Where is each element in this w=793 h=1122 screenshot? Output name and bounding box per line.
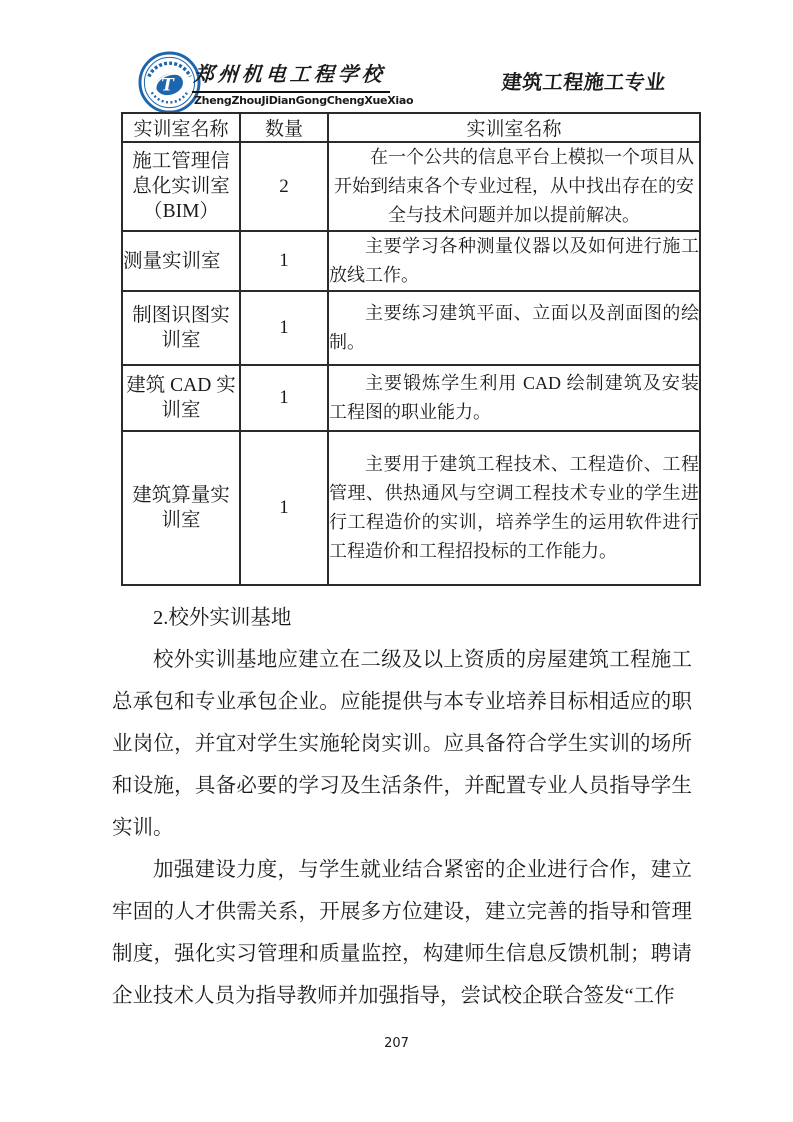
svg-text:T: T [161,74,174,95]
school-name-block [193,58,414,107]
room-qty-cell: 2 [240,142,328,231]
room-name-cell: 建筑 CAD 实训室 [122,365,240,431]
table-row [122,365,700,431]
page-header [0,0,793,115]
page-number: 207 [384,1036,409,1051]
column-header-description: 实训室名称 [328,113,700,142]
room-name-cell: 施工管理信息化实训室（BIM） [122,142,240,231]
program-title: 建筑工程施工专业 [500,72,667,94]
body-paragraph: 校外实训基地应建立在二级及以上资质的房屋建筑工程施工总承包和专业承包企业。应能提供与本专业培养目标相适应的职业岗位，并宜对学生实施轮岗实训。应具备符合学生实训的场所和设施，具备必要的学习及生活条件，并配置专业人员指导学生实训。 [112,649,692,839]
body-text-section [112,597,692,1017]
room-name-cell: 建筑算量实训室 [122,431,240,585]
room-desc-cell: 主要锻炼学生利用 CAD 绘制建筑及安装工程图的职业能力。 [328,365,700,431]
body-paragraph: 加强建设力度，与学生就业结合紧密的企业进行合作，建立牢固的人才供需关系，开展多方位建设，建立完善的指导和管理制度，强化实习管理和质量监控，构建师生信息反馈机制；聘请企业技术人员为指导教师并加强指导，尝试校企联合签发“工作 [112,859,692,1007]
room-qty-cell: 1 [240,231,328,291]
table-row [122,431,700,585]
room-desc-cell: 主要学习各种测量仪器以及如何进行施工放线工作。 [328,231,700,291]
room-qty-cell: 1 [240,291,328,365]
table-row [122,142,700,231]
training-rooms-table [121,112,701,586]
room-name-cell: 制图识图实训室 [122,291,240,365]
school-name-underline [192,91,390,93]
school-name-pinyin: ZhengZhouJiDianGongChengXueXiao [194,94,414,107]
table-header-row [122,113,700,142]
room-desc-cell: 主要练习建筑平面、立面以及剖面图的绘制。 [328,291,700,365]
school-logo-icon [138,51,201,114]
room-qty-cell: 1 [240,365,328,431]
section-heading: 2.校外实训基地 [153,607,292,629]
room-desc-cell: 主要用于建筑工程技术、工程造价、工程管理、供热通风与空调工程技术专业的学生进行工程造价的实训，培养学生的运用软件进行工程造价和工程招投标的工作能力。 [328,431,700,585]
column-header-quantity: 数量 [240,113,328,142]
room-desc-cell: 在一个公共的信息平台上模拟一个项目从开始到结束各个专业过程，从中找出存在的安全与技术问题并加以提前解决。 [328,142,700,231]
table-row [122,231,700,291]
table-row [122,291,700,365]
column-header-room-name: 实训室名称 [122,113,240,142]
room-name-cell: 测量实训室 [122,231,240,291]
room-qty-cell: 1 [240,431,328,585]
school-name-cn: 郑州机电工程学校 [193,64,387,86]
